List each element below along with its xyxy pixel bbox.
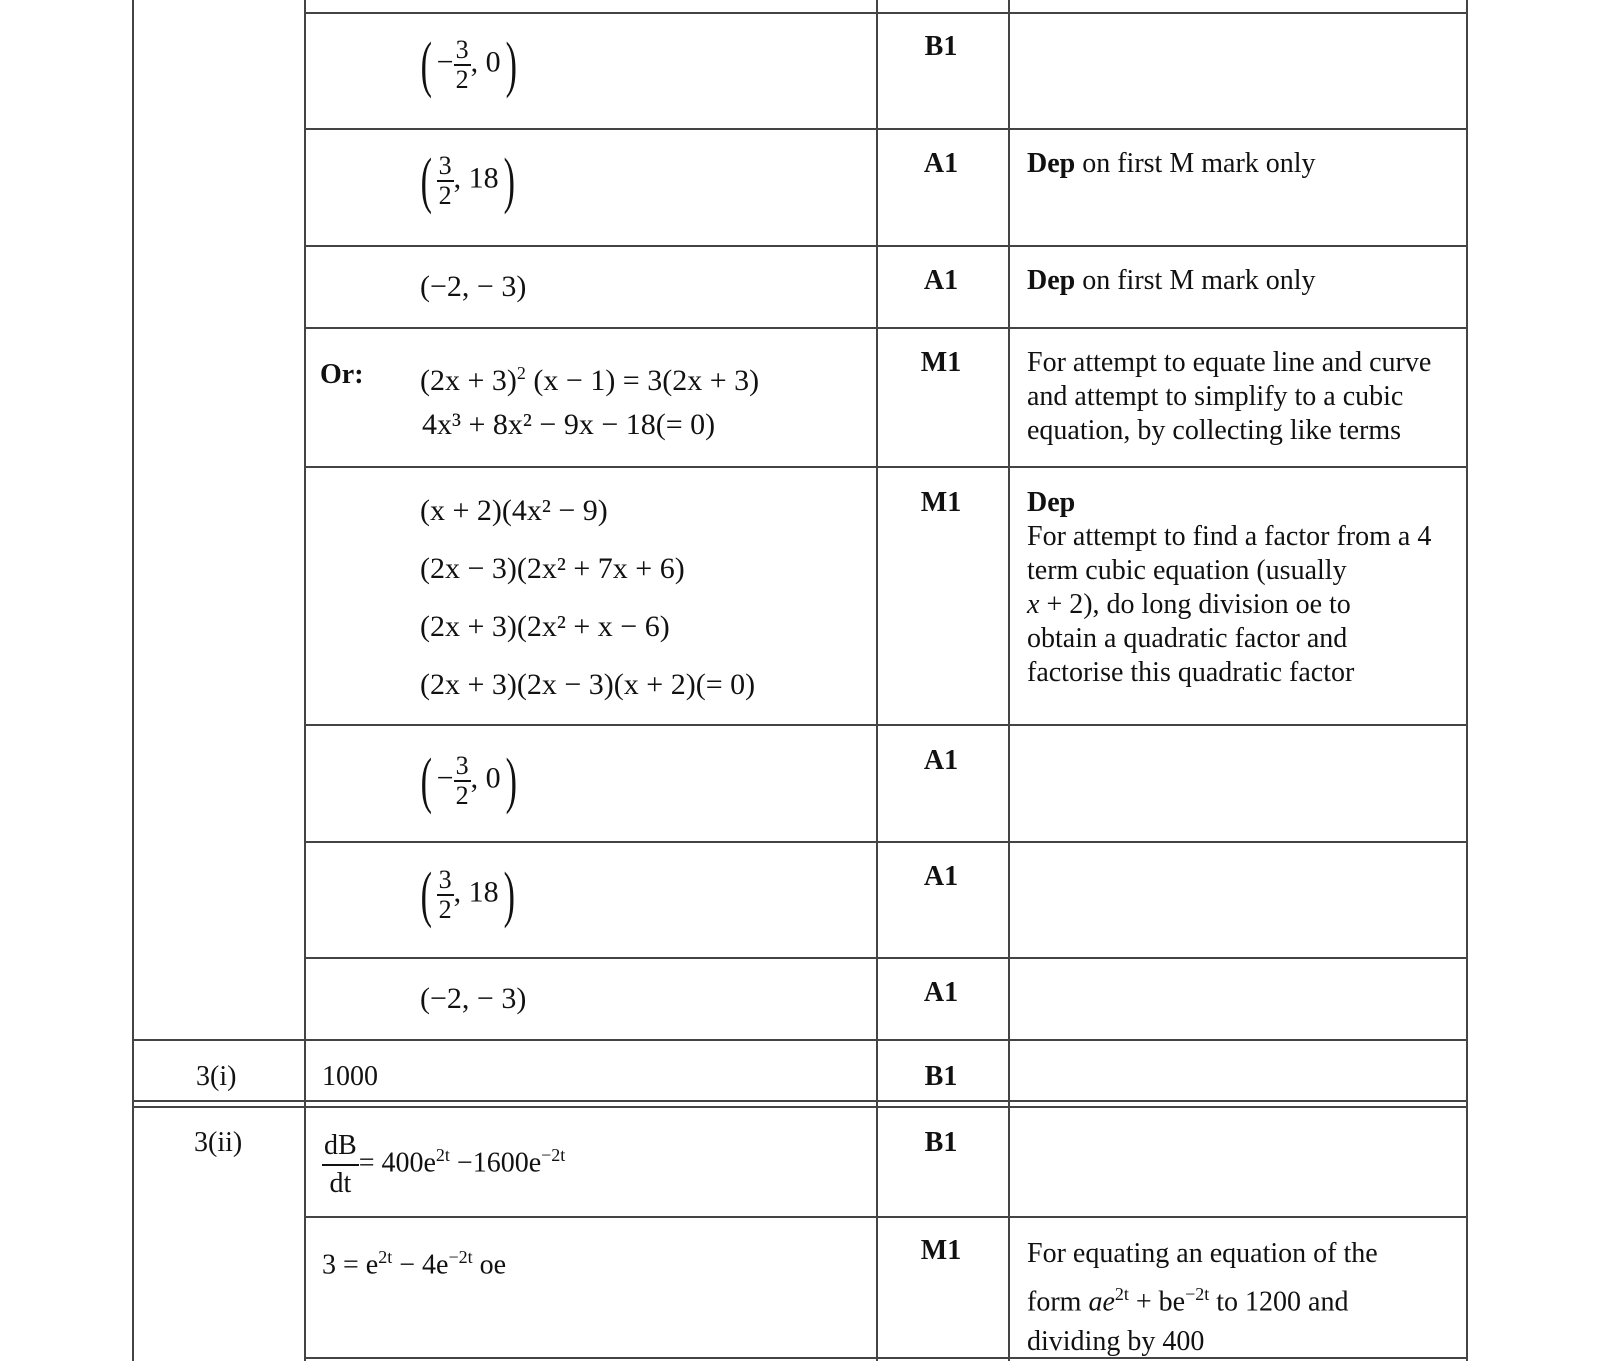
row-line xyxy=(304,466,1468,468)
mark-code: A1 xyxy=(923,861,959,892)
coordinate-pair: (−2, − 3) xyxy=(420,982,527,1015)
guidance-line: equation, by collecting like terms xyxy=(1027,415,1402,446)
row-line xyxy=(304,245,1468,247)
guidance-line: obtain a quadratic factor and xyxy=(1027,623,1348,654)
guidance-line: For attempt to equate line and curve xyxy=(1027,347,1432,378)
guidance-line: dividing by 400 xyxy=(1027,1326,1205,1358)
question-number: 3(i) xyxy=(196,1061,237,1092)
mark-code: B1 xyxy=(924,1127,958,1158)
row-line xyxy=(132,1100,1468,1102)
row-line xyxy=(304,12,1468,14)
factorisation-line: (2x + 3)(2x − 3)(x + 2)(= 0) xyxy=(420,668,756,701)
equation-line: $3 = e^{2t} - 4e^{-2t}$ oe xyxy=(322,1247,507,1281)
row-line xyxy=(132,1039,1468,1041)
coordinate-pair: ( − $\frac{3}{2}$ , 0) xyxy=(420,31,517,99)
guidance-rest: on first M mark only xyxy=(1075,148,1316,179)
guidance-line: x + 2), do long division oe to xyxy=(1027,589,1351,620)
question-number: 3(ii) xyxy=(194,1127,243,1158)
derivative-expression: $\frac{dB}{dt}$ = $400e^{2t} -1600e^{-2t}$ xyxy=(324,1130,566,1199)
mark-code: A1 xyxy=(923,148,959,179)
mark-code: M1 xyxy=(920,487,962,518)
guidance-line: form $ae^{2t} + be^{-2t}$ to 1200 and xyxy=(1027,1284,1349,1318)
dep-label: Dep xyxy=(1027,148,1076,179)
dep-label: Dep xyxy=(1027,487,1076,518)
coordinate-pair: ( − $\frac{3}{2}$ , 0) xyxy=(420,747,517,815)
row-line xyxy=(304,841,1468,843)
coordinate-pair: (−2, − 3) xyxy=(420,270,527,303)
row-line xyxy=(132,1106,1468,1108)
mark-code: A1 xyxy=(923,977,959,1008)
row-line xyxy=(304,957,1468,959)
row-line xyxy=(304,128,1468,130)
equation-line: 4x³ + 8x² − 9x − 18(= 0) xyxy=(422,408,716,441)
guidance-line: For equating an equation of the xyxy=(1027,1238,1378,1269)
mark-code: A1 xyxy=(923,745,959,776)
row-line xyxy=(304,1216,1468,1218)
row-line xyxy=(304,327,1468,329)
mark-code: B1 xyxy=(924,1061,958,1092)
mark-code: A1 xyxy=(923,265,959,296)
mark-code: M1 xyxy=(920,347,962,378)
guidance-line: factorise this quadratic factor xyxy=(1027,657,1355,688)
alternative-label: Or: xyxy=(320,359,364,390)
coordinate-pair: ( $\frac{3}{2}$ , 18) xyxy=(420,861,515,929)
table-border-left xyxy=(132,0,134,1361)
guidance-text xyxy=(1027,346,1477,448)
factorisation-line: (2x + 3)(2x² + x − 6) xyxy=(420,610,670,643)
row-line xyxy=(304,724,1468,726)
mark-code: M1 xyxy=(920,1235,962,1266)
dep-label: Dep xyxy=(1027,265,1076,296)
factorisation-line: (2x − 3)(2x² + 7x + 6) xyxy=(420,552,685,585)
equation-line: $(2x + 3)^2$ (x − 1) = 3(2x + 3) xyxy=(420,363,760,397)
answer-text: 1000 xyxy=(322,1061,378,1092)
guidance-line: and attempt to simplify to a cubic xyxy=(1027,381,1404,412)
guidance-rest: on first M mark only xyxy=(1075,265,1316,296)
mark-code: B1 xyxy=(924,31,958,62)
coordinate-pair: ( $\frac{3}{2}$ , 18) xyxy=(420,147,515,215)
factorisation-line: (x + 2)(4x² − 9) xyxy=(420,494,608,527)
guidance-line: term cubic equation (usually xyxy=(1027,555,1347,586)
column-divider-1 xyxy=(304,0,306,1361)
guidance-text xyxy=(1027,486,1477,690)
guidance-text xyxy=(1027,147,1477,181)
guidance-line: For attempt to find a factor from a 4 xyxy=(1027,521,1432,552)
guidance-text xyxy=(1027,1234,1477,1362)
guidance-text xyxy=(1027,264,1477,298)
column-divider-3 xyxy=(1008,0,1010,1361)
